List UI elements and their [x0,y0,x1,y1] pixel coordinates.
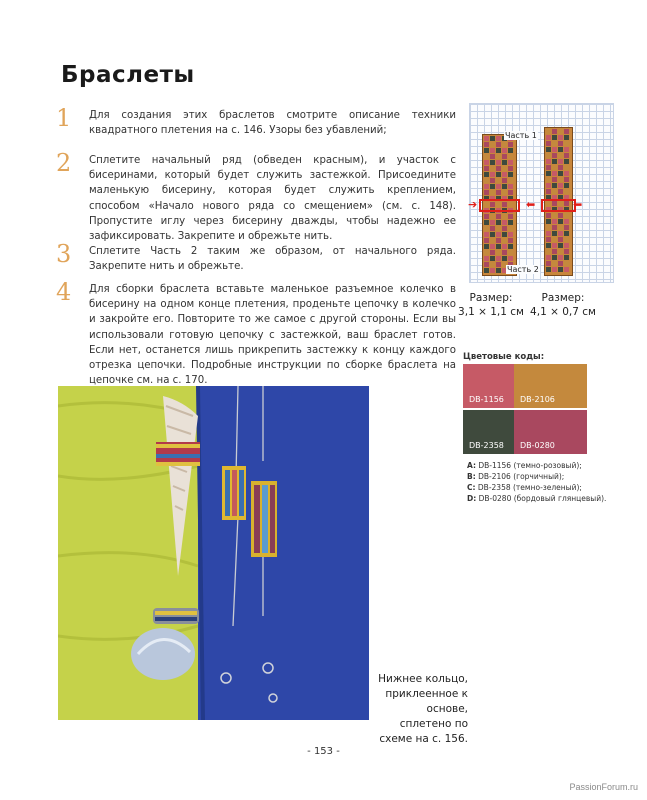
bead-cell [502,214,507,219]
bead-cell [508,166,513,171]
watermark: PassionForum.ru [569,782,638,792]
bead-cell [564,243,569,248]
bead-cell [546,255,551,260]
bead-cell [546,189,551,194]
size-1-value: 3,1 × 1,1 см [458,306,524,318]
bead-cell [564,189,569,194]
bead-cell [552,267,557,272]
bead-cell [546,249,551,254]
bead-cell [484,148,489,153]
bead-cell [564,255,569,260]
size-1 [456,291,526,319]
legend-item: B: DB-2106 (горчичный); [467,472,565,481]
initial-row-highlight [479,199,520,212]
bead-cell [564,231,569,236]
bead-cell [552,243,557,248]
bead-cell [558,165,563,170]
legend-item: A: DB-1156 (темно-розовый); [467,461,582,470]
bead-cell [484,190,489,195]
bead-cell [552,213,557,218]
initial-row-highlight [541,199,576,212]
bead-cell [496,166,501,171]
bead-cell [484,172,489,177]
legend-item: D: DB-0280 (бордовый глянцевый). [467,494,607,503]
bead-cell [496,190,501,195]
step-number: 2 [56,149,72,177]
bead-cell [484,160,489,165]
bead-cell [502,256,507,261]
bead-cell [546,165,551,170]
bead-cell [558,153,563,158]
bead-cell [508,142,513,147]
bead-cell [552,147,557,152]
bead-cell [490,256,495,261]
bead-cell [564,225,569,230]
bead-cell [558,147,563,152]
bead-cell [508,190,513,195]
bead-cell [502,178,507,183]
bead-cell [502,190,507,195]
bead-cell [508,256,513,261]
bead-cell [552,225,557,230]
bead-cell [552,189,557,194]
bead-cell [490,148,495,153]
bead-cell [552,237,557,242]
bead-cell [484,256,489,261]
bead-cell [496,214,501,219]
page-title: Браслеты [61,62,195,88]
bead-cell [552,129,557,134]
bead-cell [564,135,569,140]
bead-cell [564,171,569,176]
arrow-right-icon: ➔ [468,198,478,211]
bead-cell [546,129,551,134]
bead-cell [564,219,569,224]
bead-cell [496,148,501,153]
bead-cell [490,178,495,183]
bead-cell [502,160,507,165]
bead-cell [496,226,501,231]
bead-cell [508,226,513,231]
bead-cell [496,244,501,249]
bead-cell [508,184,513,189]
bead-cell [558,129,563,134]
bead-cell [502,220,507,225]
bead-cell [546,153,551,158]
bead-pattern-diagram [469,103,614,283]
bead-cell [490,136,495,141]
bead-cell [552,165,557,170]
bead-cell [564,267,569,272]
bead-cell [558,159,563,164]
step-number: 3 [56,240,72,268]
bead-cell [484,232,489,237]
bead-cell [484,238,489,243]
bead-cell [508,244,513,249]
bead-cell [546,177,551,182]
bead-cell [502,142,507,147]
bead-cell [508,172,513,177]
bead-cell [558,231,563,236]
bead-cell [490,262,495,267]
bead-cell [552,153,557,158]
bracelets-photo [58,386,369,720]
bead-cell [564,129,569,134]
bead-cell [508,232,513,237]
swatch-code: DB-1156 [469,395,504,404]
bead-cell [552,183,557,188]
bead-cell [558,177,563,182]
bead-cell [508,250,513,255]
bead-cell [564,261,569,266]
size-2-label: Размер: [541,292,585,304]
bead-cell [484,250,489,255]
bead-cell [496,268,501,273]
bead-cell [502,244,507,249]
bead-cell [552,177,557,182]
size-2-value: 4,1 × 0,7 см [530,306,596,318]
bead-cell [490,154,495,159]
bead-cell [552,219,557,224]
bead-cell [484,214,489,219]
part-1-label: Часть 1 [505,131,537,140]
bead-cell [502,184,507,189]
bead-cell [490,226,495,231]
bead-cell [546,225,551,230]
bead-cell [484,220,489,225]
size-2 [528,291,598,319]
bead-cell [508,178,513,183]
bead-cell [502,226,507,231]
bead-cell [552,159,557,164]
bead-cell [484,244,489,249]
part-2-label: Часть 2 [507,265,539,274]
bead-cell [546,183,551,188]
bead-cell [502,238,507,243]
bead-cell [558,243,563,248]
bead-cell [558,237,563,242]
bead-cell [508,148,513,153]
swatch-db-2106 [514,364,587,408]
bead-cell [564,183,569,188]
bead-cell [564,165,569,170]
bead-cell [552,141,557,146]
bead-cell [502,250,507,255]
bead-cell [558,183,563,188]
bead-cell [502,166,507,171]
bead-cell [490,244,495,249]
step-number: 1 [56,104,72,132]
bead-cell [508,214,513,219]
bead-cell [558,225,563,230]
bead-cell [490,190,495,195]
bead-cell [508,220,513,225]
step-number: 4 [56,278,72,306]
bead-cell [564,141,569,146]
bead-cell [558,189,563,194]
bead-cell [552,249,557,254]
bead-cell [564,213,569,218]
bead-cell [508,238,513,243]
bead-cell [564,177,569,182]
bead-cell [496,250,501,255]
bead-cell [490,250,495,255]
bead-cell [558,141,563,146]
arrow-left-icon: ⬅ [573,198,583,211]
bead-cell [490,142,495,147]
bead-cell [552,255,557,260]
swatch-code: DB-2106 [520,395,555,404]
bead-cell [558,261,563,266]
bead-cell [546,261,551,266]
bead-cell [496,136,501,141]
bead-cell [546,237,551,242]
photo-caption: Нижнее кольцо, приклеенное к основе, сплетено по схеме на с. 156. [378,673,468,745]
bead-cell [558,249,563,254]
size-1-label: Размер: [469,292,513,304]
bead-cell [490,166,495,171]
bead-cell [484,184,489,189]
bead-cell [496,262,501,267]
bead-cell [496,160,501,165]
bead-cell [484,178,489,183]
bead-cell [490,160,495,165]
bead-cell [496,154,501,159]
bead-cell [564,249,569,254]
bead-cell [564,153,569,158]
bead-cell [564,237,569,242]
bead-cell [546,159,551,164]
bead-cell [558,219,563,224]
bead-cell [490,214,495,219]
bead-cell [558,255,563,260]
step-text: Для создания этих браслетов смотрите описание техники квадратного плетения на с. 146. Узоры без убавлений; [89,110,456,137]
color-legend [467,460,617,504]
bead-cell [484,142,489,147]
step-text: Для сборки браслета вставьте маленькое разъемное колечко в бисерину на одном конце плетения, проденьте цепочку в колечко и закройте его. Повторите то же самое с другой стороны. Если вы использовали готовую цепочку с застежкой, ваш браслет готов. Если нет, останется лишь прикрепить застежку к концу каждого отрезка цепочки. Подробные инструкции по сборке браслета на цепочке см. на с. 170. [89,284,456,387]
bead-cell [496,184,501,189]
bead-cell [484,136,489,141]
bead-cell [546,231,551,236]
bead-cell [508,160,513,165]
step-text: Сплетите начальный ряд (обведен красным), и участок с бисеринами, который будет служить застежкой. Присоедините маленькую бисерину, которая будет служить креплением, способом «Начало нового ряда со смещением» (см. с. 148). Пропустите иглу через бисерину дважды, чтобы надежно ее зафиксировать. Закрепите и обрежьте нить. [89,155,456,243]
bead-cell [490,268,495,273]
bead-cell [558,171,563,176]
bead-cell [502,232,507,237]
bead-cell [502,154,507,159]
swatch-code: DB-0280 [520,441,555,450]
bead-cell [484,166,489,171]
bead-cell [490,172,495,177]
bead-cell [546,147,551,152]
legend-item: C: DB-2358 (темно-зеленый); [467,483,582,492]
bead-cell [496,238,501,243]
bead-cell [558,135,563,140]
bead-cell [552,135,557,140]
bead-cell [546,171,551,176]
bead-cell [552,231,557,236]
bead-cell [484,226,489,231]
bead-cell [564,159,569,164]
bead-cell [490,220,495,225]
swatch-db-0280 [514,410,587,454]
bead-cell [558,213,563,218]
bead-cell [490,232,495,237]
bead-cell [490,238,495,243]
bead-cell [496,142,501,147]
step-text: Сплетите Часть 2 таким же образом, от начального ряда. Закрепите нить и обрежьте. [89,246,456,273]
bead-cell [558,267,563,272]
arrow-left-icon: ⬅ [526,198,536,211]
bead-cell [496,172,501,177]
bead-cell [552,171,557,176]
bead-cell [484,262,489,267]
bead-cell [546,243,551,248]
bead-cell [496,256,501,261]
color-codes-title: Цветовые коды: [463,352,545,362]
bead-cell [546,213,551,218]
bead-cell [546,141,551,146]
bead-cell [502,148,507,153]
page-number: - 153 - [307,746,340,757]
bead-cell [546,267,551,272]
swatch-code: DB-2358 [469,441,504,450]
bead-cell [564,147,569,152]
bead-cell [496,178,501,183]
bead-cell [496,232,501,237]
bead-cell [496,220,501,225]
bead-cell [484,268,489,273]
bead-cell [552,261,557,266]
bead-cell [546,219,551,224]
bead-cell [502,172,507,177]
bead-cell [546,135,551,140]
bead-cell [484,154,489,159]
bead-cell [508,154,513,159]
bead-cell [490,184,495,189]
